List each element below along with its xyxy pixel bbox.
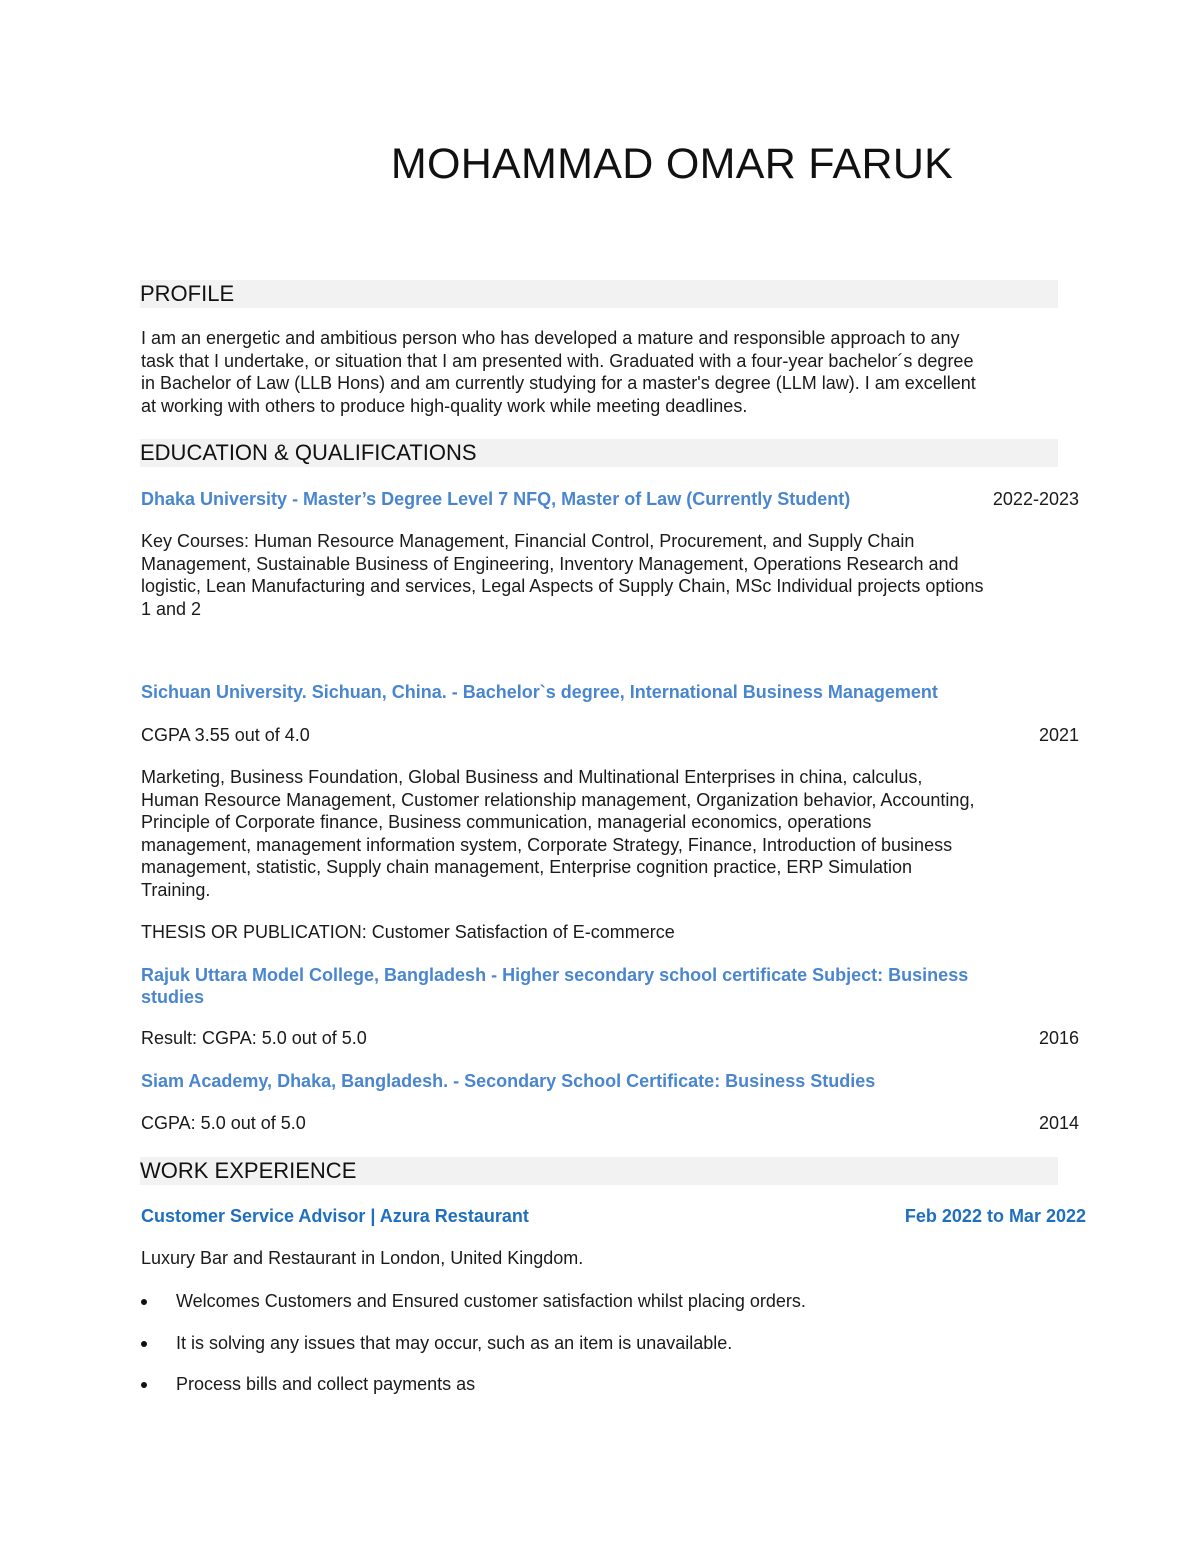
thesis-line: THESIS OR PUBLICATION: Customer Satisfaction of E-commerce xyxy=(141,922,675,942)
dhaka-courses-line: Key Courses: Human Resource Management, Financial Control, Procurement, and Supply Chain xyxy=(141,531,915,551)
rajuk-result: Result: CGPA: 5.0 out of 5.0 xyxy=(141,1028,367,1048)
siam-academy-title: Siam Academy, Dhaka, Bangladesh. - Secondary School Certificate: Business Studies xyxy=(141,1071,876,1091)
sichuan-courses-line: Marketing, Business Foundation, Global Business and Multinational Enterprises in china, calculus, xyxy=(141,767,923,787)
sichuan-courses-line: Training. xyxy=(141,880,211,900)
job-description: Luxury Bar and Restaurant in London, United Kingdom. xyxy=(141,1248,584,1268)
sichuan-courses-line: management, management information system, Corporate Strategy, Finance, Introduction of business xyxy=(141,835,953,855)
siam-result: CGPA: 5.0 out of 5.0 xyxy=(141,1113,306,1133)
profile-line: I am an energetic and ambitious person who has developed a mature and responsible approach to any xyxy=(141,328,960,348)
siam-year: 2014 xyxy=(1038,1113,1079,1133)
dhaka-courses-line: 1 and 2 xyxy=(141,599,202,619)
job-bullet-text: It is solving any issues that may occur, such as an item is unavailable. xyxy=(176,1333,733,1353)
sichuan-cgpa: CGPA 3.55 out of 4.0 xyxy=(141,725,310,745)
bullet-icon xyxy=(141,1341,147,1347)
candidate-name: MOHAMMAD OMAR FARUK xyxy=(390,140,954,188)
job-dates: Feb 2022 to Mar 2022 xyxy=(904,1206,1086,1226)
profile-line: in Bachelor of Law (LLB Hons) and am currently studying for a master's degree (LLM law). I am excellent xyxy=(141,373,976,393)
sichuan-year: 2021 xyxy=(1038,725,1079,745)
dhaka-years: 2022-2023 xyxy=(992,489,1079,509)
dhaka-courses-line: logistic, Lean Manufacturing and services, Legal Aspects of Supply Chain, MSc Individual projects options xyxy=(141,576,984,596)
work-experience-heading: WORK EXPERIENCE xyxy=(140,1157,1058,1185)
sichuan-university-title: Sichuan University. Sichuan, China. - Bachelor`s degree, International Business Management xyxy=(141,682,938,702)
profile-line: task that I undertake, or situation that I am presented with. Graduated with a four-year bachelor´s degree xyxy=(141,351,974,371)
education-heading: EDUCATION & QUALIFICATIONS xyxy=(140,439,1058,467)
profile-heading: PROFILE xyxy=(140,280,1058,308)
sichuan-courses-line: Principle of Corporate finance, Business communication, managerial economics, operations xyxy=(141,812,872,832)
job-title: Customer Service Advisor | Azura Restaurant xyxy=(141,1206,529,1226)
sichuan-courses-line: management, statistic, Supply chain management, Enterprise cognition practice, ERP Simulation xyxy=(141,857,913,877)
job-bullet-text: Process bills and collect payments as xyxy=(176,1374,476,1394)
rajuk-year: 2016 xyxy=(1038,1028,1079,1048)
rajuk-college-title: Rajuk Uttara Model College, Bangladesh - Higher secondary school certificate Subject: Business xyxy=(141,965,969,985)
bullet-icon xyxy=(141,1299,147,1305)
profile-line: at working with others to produce high-quality work while meeting deadlines. xyxy=(141,396,748,416)
sichuan-courses-line: Human Resource Management, Customer relationship management, Organization behavior, Accounting, xyxy=(141,790,975,810)
bullet-icon xyxy=(141,1382,147,1388)
job-bullet-text: Welcomes Customers and Ensured customer satisfaction whilst placing orders. xyxy=(176,1291,806,1311)
dhaka-university-title: Dhaka University - Master’s Degree Level 7 NFQ, Master of Law (Currently Student) xyxy=(141,489,851,509)
dhaka-courses-line: Management, Sustainable Business of Engineering, Inventory Management, Operations Research and xyxy=(141,554,959,574)
rajuk-college-title-cont: studies xyxy=(141,987,205,1007)
